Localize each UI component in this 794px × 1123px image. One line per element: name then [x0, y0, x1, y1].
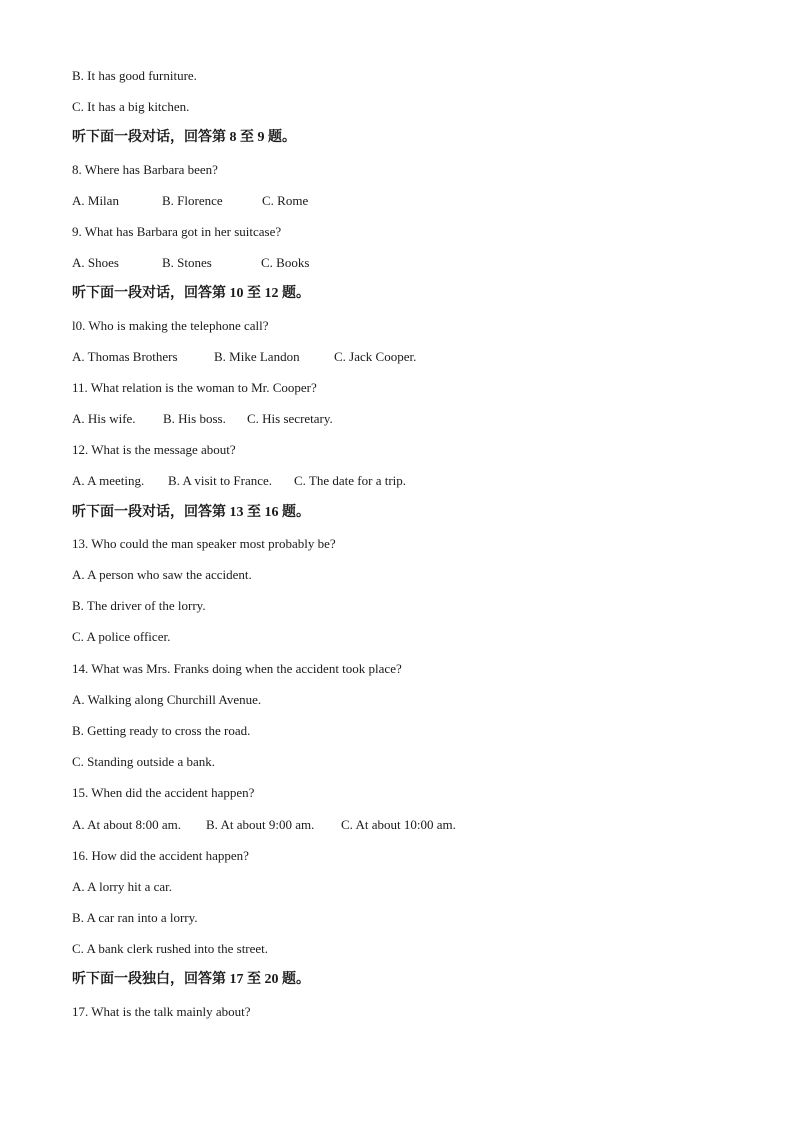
answer-option: A. A lorry hit a car. — [72, 878, 173, 894]
answer-option: A. Thomas Brothers — [72, 348, 178, 364]
answer-option: C. Rome — [262, 192, 309, 208]
question-text: 17. What is the talk mainly about? — [72, 1003, 251, 1019]
answer-option: C. Books — [261, 255, 310, 271]
question-text: 16. How did the accident happen? — [72, 847, 249, 863]
answer-option: A. At about 8:00 am. — [72, 816, 182, 832]
answer-options — [72, 253, 752, 284]
question-text: 12. What is the message about? — [72, 442, 236, 458]
answer-options — [72, 471, 752, 502]
answer-options — [72, 409, 752, 440]
answer-option: A. Walking along Churchill Avenue. — [72, 691, 262, 707]
answer-option: A. Shoes — [72, 255, 119, 271]
answer-option: B. It has good furniture. — [72, 68, 197, 83]
question-text: l0. Who is making the telephone call? — [72, 317, 269, 333]
answer-option: C. A police officer. — [72, 629, 171, 645]
answer-option: B. A visit to France. — [168, 473, 272, 489]
question-text: 13. Who could the man speaker most probably be? — [72, 535, 336, 551]
answer-option: C. Standing outside a bank. — [72, 754, 215, 770]
answer-options — [72, 347, 752, 378]
answer-options — [72, 815, 752, 846]
section-heading: 听下面一段独白，回答第 17 至 20 题。 — [72, 972, 310, 988]
question-text: 9. What has Barbara got in her suitcase? — [72, 223, 282, 239]
question-text: 14. What was Mrs. Franks doing when the accident took place? — [72, 660, 402, 676]
answer-option: C. The date for a trip. — [294, 473, 407, 489]
answer-options — [72, 191, 752, 222]
answer-option: C. His secretary. — [247, 411, 333, 427]
answer-option: B. Stones — [162, 255, 212, 271]
answer-option: B. Getting ready to cross the road. — [72, 722, 251, 738]
answer-option: B. A car ran into a lorry. — [72, 910, 198, 926]
answer-option: B. His boss. — [163, 411, 226, 427]
answer-option: A. Milan — [72, 192, 119, 208]
answer-option: A. His wife. — [72, 411, 136, 427]
answer-option: B. Mike Landon — [214, 348, 300, 364]
question-text: 8. Where has Barbara been? — [72, 161, 218, 177]
section-heading: 听下面一段对话，回答第 13 至 16 题。 — [72, 504, 310, 520]
answer-option: A. A meeting. — [72, 473, 145, 489]
answer-option: C. Jack Cooper. — [334, 348, 417, 364]
answer-option: C. At about 10:00 am. — [341, 816, 456, 832]
answer-option: B. Florence — [162, 192, 223, 208]
section-heading: 听下面一段对话，回答第 8 至 9 题。 — [72, 130, 296, 146]
answer-option: C. A bank clerk rushed into the street. — [72, 941, 269, 957]
answer-option: B. At about 9:00 am. — [206, 816, 315, 832]
document-page — [72, 66, 752, 1033]
question-text: 15. When did the accident happen? — [72, 785, 255, 801]
answer-option: A. A person who saw the accident. — [72, 567, 252, 582]
question-text: 11. What relation is the woman to Mr. Cooper? — [72, 379, 317, 395]
answer-option: C. It has a big kitchen. — [72, 99, 190, 115]
answer-option: B. The driver of the lorry. — [72, 598, 206, 614]
section-heading: 听下面一段对话，回答第 10 至 12 题。 — [72, 286, 310, 302]
